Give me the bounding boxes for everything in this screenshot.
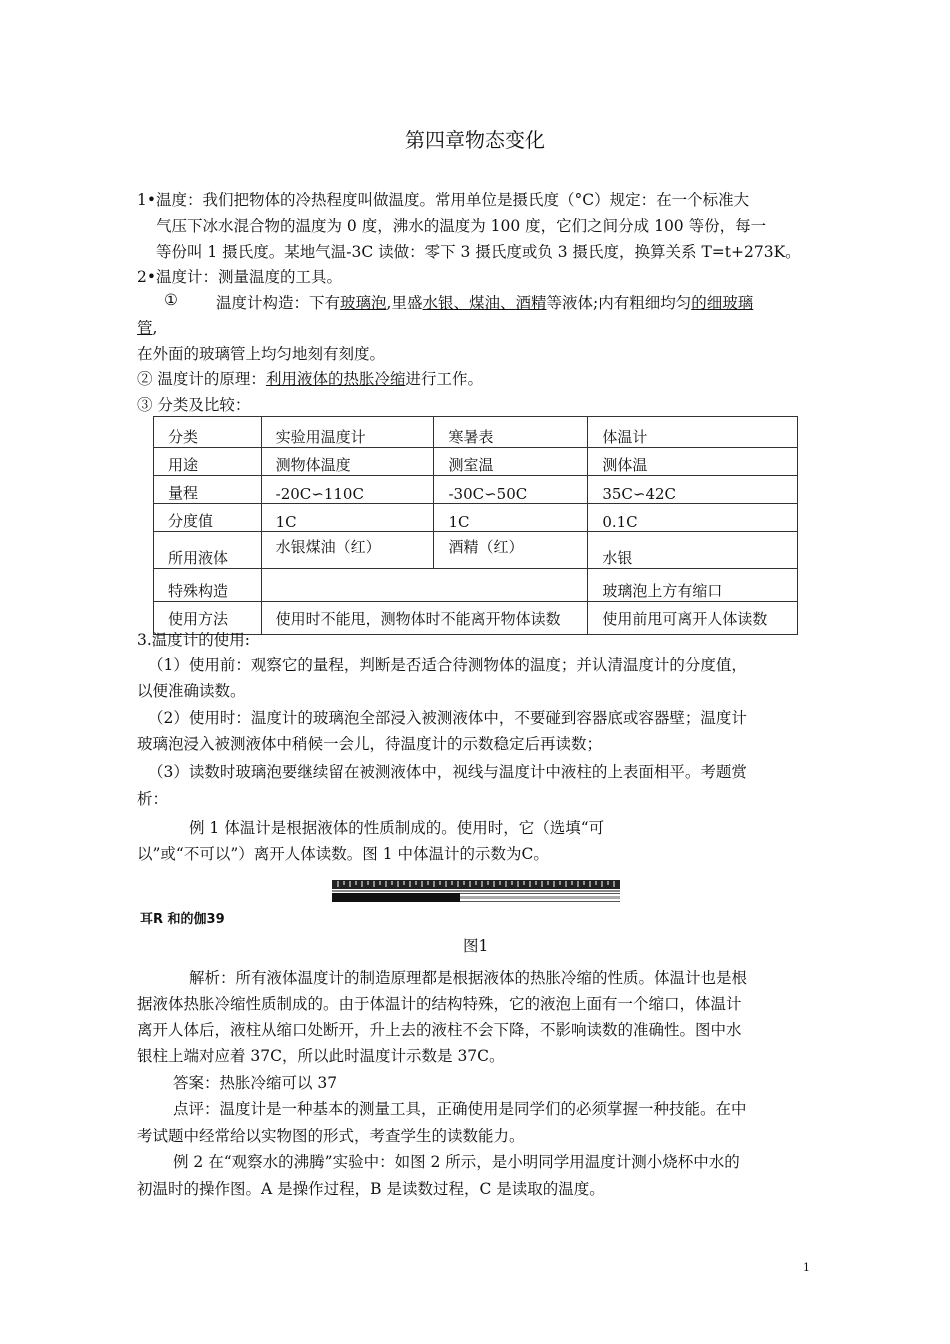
table-cell: 酒精（红） [434, 532, 588, 569]
table-cell: 玻璃泡上方有缩口 [588, 569, 798, 602]
table-cell: 分类 [154, 417, 262, 448]
analysis-line1: 解析：所有液体温度计的制造原理都是根据液体的热胀冷缩的性质。体温计也是根 [189, 969, 748, 987]
sec2-item1-wrap: 管, [137, 319, 158, 337]
table-cell: 寒暑表 [434, 417, 588, 448]
comparison-table [153, 416, 798, 635]
page-title: 第四章物态变化 [405, 128, 545, 152]
sec2-heading: 2•温度计：测量温度的工具。 [137, 268, 343, 286]
table-row [154, 417, 798, 448]
table-cell: 1C [261, 504, 434, 532]
example2-line2: 初温时的操作图。A 是操作过程，B 是读数过程，C 是读取的温度。 [137, 1180, 605, 1198]
example1-line1: 例 1 体温计是根据液体的性质制成的。使用时，它（选填“可 [189, 819, 605, 837]
table-cell: 使用方法 [154, 602, 262, 635]
table-cell: 1C [434, 504, 588, 532]
answer-line: 答案：热胀冷缩可以 37 [173, 1074, 338, 1092]
table-cell: 体温计 [588, 417, 798, 448]
sec1-line-3: 等份叫 1 摄氏度。某地气温-3C 读做：零下 3 摄氏度或负 3 摄氏度，换算关系 T=t+273K。 [156, 243, 801, 261]
comment-line2: 考试题中经常给以实物图的形式，考查学生的读数能力。 [137, 1127, 525, 1145]
table-cell: 35C∽42C [588, 476, 798, 504]
table-cell: 量程 [154, 476, 262, 504]
sec1-line-1: 1•温度：我们把物体的冷热程度叫做温度。常用单位是摄氏度（°C）规定：在一个标准大 [137, 191, 750, 209]
table-cell: -20C∽110C [261, 476, 434, 504]
thermometer-image [332, 878, 622, 904]
table-cell [261, 569, 588, 602]
sec3-heading: 3.温度计的使用: [137, 631, 251, 649]
sec2-item1-line3: 在外面的玻璃管上均匀地刻有刻度。 [137, 345, 386, 363]
table-cell: 用途 [154, 448, 262, 476]
table-cell: 使用时不能甩，测物体时不能离开物体读数 [261, 602, 588, 635]
table-cell: -30C∽50C [434, 476, 588, 504]
table-row [154, 569, 798, 602]
sec3-p3-line1: （3）读数时玻璃泡要继续留在被测液体中，视线与温度计中液柱的上表面相平。考题赏 [148, 763, 747, 781]
table-row [154, 504, 798, 532]
page-number: 1 [803, 1261, 810, 1274]
sec2-item1-number: ① [164, 291, 178, 309]
example1-line2: 以”或“不可以”）离开人体读数。图 1 中体温计的示数为C。 [137, 845, 549, 863]
sec2-item3: ③ 分类及比较： [137, 396, 251, 414]
table-cell: 测物体温度 [261, 448, 434, 476]
underline-liquids: 水银、煤油、酒精 [422, 294, 547, 312]
table-cell: 所用液体 [154, 532, 262, 569]
table-cell: 测室温 [434, 448, 588, 476]
analysis-line4: 银柱上端对应着 37C，所以此时温度计示数是 37C。 [137, 1047, 505, 1065]
figure1-caption: 图1 [463, 937, 489, 955]
sec3-p3-line2: 析： [137, 790, 169, 808]
example2-line1: 例 2 在“观察水的沸腾”实验中：如图 2 所示，是小明同学用温度计测小烧杯中水的 [173, 1153, 740, 1171]
table-cell: 水银 [588, 532, 798, 569]
table-cell: 特殊构造 [154, 569, 262, 602]
table-row [154, 448, 798, 476]
table-cell: 测体温 [588, 448, 798, 476]
analysis-line3: 离开人体后，液柱从缩口处断开，升上去的液柱不会下降，不影响读数的准确性。图中水 [137, 1021, 742, 1039]
table-cell: 分度值 [154, 504, 262, 532]
figure1-garbled-label: 耳R 和的伽39 [140, 912, 225, 927]
comment-line1: 点评：温度计是一种基本的测量工具，正确使用是同学们的必须掌握一种技能。在中 [173, 1100, 747, 1118]
sec2-item2: ② 温度计的原理：利用液体的热胀冷缩进行工作。 [137, 370, 483, 388]
analysis-line2: 据液体热胀冷缩性质制成的。由于体温计的结构特殊，它的液泡上面有一个缩口，体温计 [137, 995, 742, 1013]
sec3-p2-line1: （2）使用时：温度计的玻璃泡全部浸入被测液体中，不要碰到容器底或容器壁；温度计 [148, 709, 747, 727]
sec2-item1-text: 温度计构造：下有玻璃泡,里盛水银、煤油、酒精等液体;内有粗细均匀的细玻璃 [216, 294, 754, 312]
table-cell: 使用前甩可离开人体读数 [588, 602, 798, 635]
table-cell: 实验用温度计 [261, 417, 434, 448]
table-row [154, 476, 798, 504]
table-row [154, 532, 798, 569]
underline-bulb: 玻璃泡 [340, 294, 387, 312]
table-cell: 0.1C [588, 504, 798, 532]
sec3-p1-line1: （1）使用前：观察它的量程，判断是否适合待测物体的温度；并认清温度计的分度值， [148, 656, 747, 674]
sec1-line-2: 气压下冰水混合物的温度为 0 度，沸水的温度为 100 度，它们之间分成 100 等份，每一 [156, 217, 767, 235]
sec3-p1-line2: 以便准确读数。 [137, 682, 246, 700]
underline-tube: 的细玻璃 [691, 294, 754, 312]
sec3-p2-line2: 玻璃泡浸入被测液体中稍候一会儿，待温度计的示数稳定后再读数； [137, 735, 603, 753]
table-row [154, 602, 798, 635]
table-cell: 水银煤油（红） [261, 532, 434, 569]
underline-principle: 利用液体的热胀冷缩 [265, 370, 406, 388]
